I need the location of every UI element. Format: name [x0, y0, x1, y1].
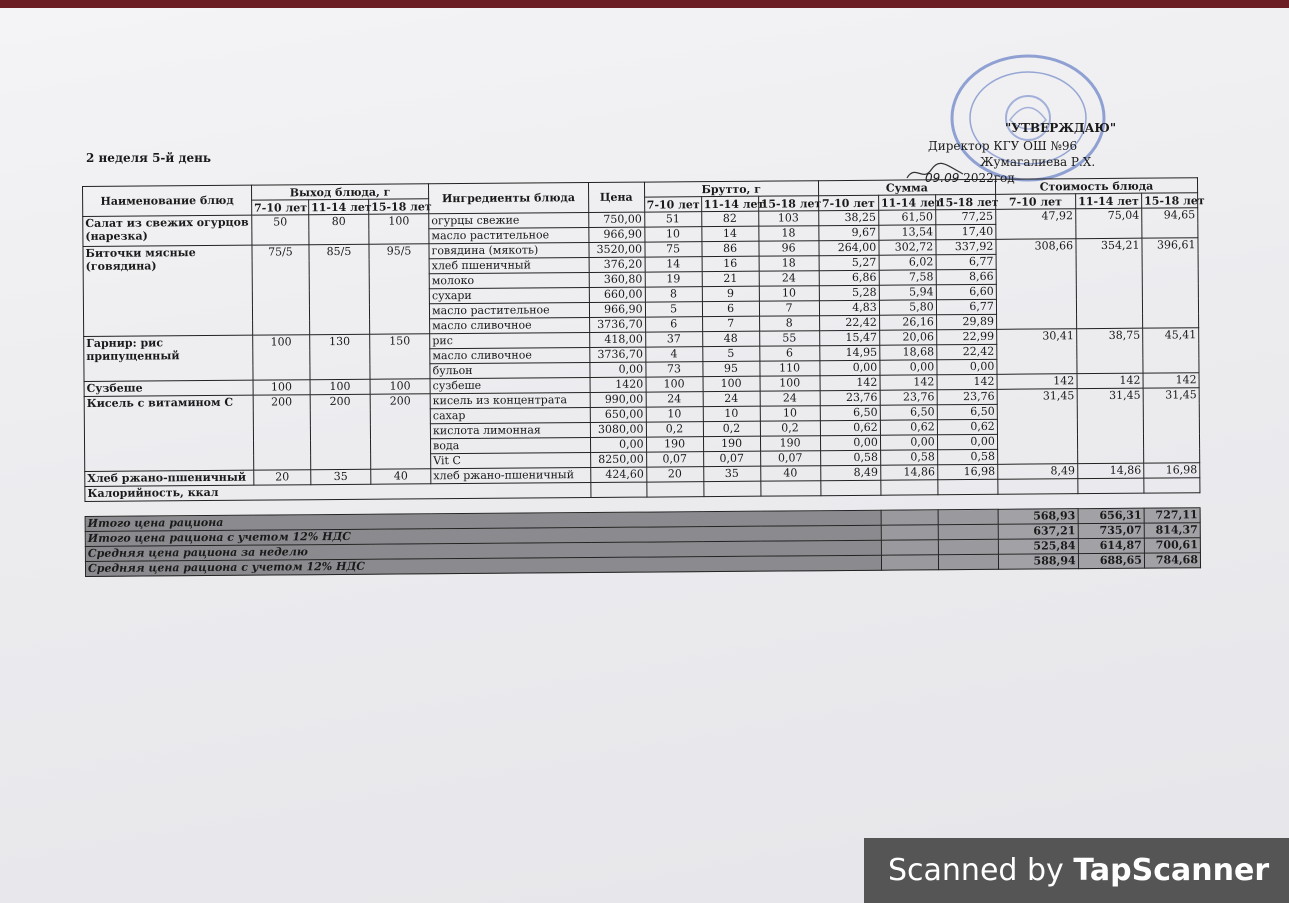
ingredient-name: сузбеше: [430, 378, 590, 394]
calories-cell: [938, 479, 998, 494]
ingredient-name: хлеб пшеничный: [429, 258, 589, 274]
gross-value: 40: [760, 466, 820, 481]
ingredient-name: масло растительное: [429, 228, 589, 244]
cost-value: 142: [1077, 373, 1143, 389]
sum-value: 142: [820, 375, 880, 390]
cost-value: 47,92: [996, 209, 1076, 240]
yield-value: 20: [254, 470, 311, 485]
sum-value: 6,77: [936, 299, 996, 314]
summary-value: 637,21: [998, 524, 1078, 540]
summary-value: 727,11: [1144, 508, 1200, 523]
gross-value: 10: [646, 407, 703, 422]
cost-value: 38,75: [1076, 328, 1143, 374]
header-age-cost-2: 11-14 лет: [1075, 193, 1141, 209]
price-value: 424,60: [590, 467, 646, 482]
gross-value: 82: [701, 211, 758, 226]
yield-value: 100: [253, 380, 310, 395]
sum-value: 0,00: [880, 360, 937, 375]
summary-blank: [938, 554, 998, 569]
yield-value: 35: [311, 469, 371, 484]
sum-value: 13,54: [879, 225, 936, 240]
scanner-watermark: [864, 838, 1289, 903]
gross-value: 95: [702, 361, 759, 376]
sum-value: 15,47: [819, 330, 879, 345]
price-value: 3520,00: [589, 242, 645, 257]
gross-value: 73: [645, 362, 702, 377]
gross-value: 20: [646, 467, 703, 482]
gross-value: 190: [703, 436, 760, 451]
header-age-yield-1: 7-10 лет: [252, 200, 309, 215]
gross-value: 14: [701, 226, 758, 241]
gross-value: 48: [702, 331, 759, 346]
yield-value: 40: [371, 469, 431, 484]
yield-value: 100: [370, 379, 430, 394]
gross-value: 14: [645, 257, 702, 272]
header-yield: Выход блюда, г: [251, 184, 428, 200]
sum-value: 23,76: [820, 390, 880, 405]
ingredient-name: говядина (мякоть): [429, 243, 589, 259]
sum-value: 22,42: [937, 344, 997, 359]
gross-value: 19: [645, 272, 702, 287]
price-value: 360,80: [589, 272, 645, 287]
watermark-prefix: Scanned by: [888, 853, 1074, 888]
calories-label: Калорийность, ккал: [85, 483, 591, 502]
sum-value: 0,62: [880, 420, 937, 435]
price-value: 0,00: [590, 362, 646, 377]
cost-value: 142: [1143, 373, 1199, 388]
ingredient-name: сухари: [429, 288, 589, 304]
yield-value: 130: [310, 334, 370, 379]
header-age-cost-1: 7-10 лет: [995, 194, 1075, 210]
header-cost: Стоимость блюда: [995, 178, 1197, 195]
price-value: 966,90: [589, 302, 645, 317]
cost-value: 16,98: [1144, 463, 1200, 478]
gross-value: 0,07: [760, 451, 820, 466]
cost-value: 31,45: [1143, 388, 1200, 463]
gross-value: 18: [758, 226, 818, 241]
ingredient-name: огурцы свежие: [429, 213, 589, 229]
sum-value: 22,99: [936, 329, 996, 344]
sum-value: 9,67: [819, 225, 879, 240]
cost-value: 142: [997, 374, 1077, 390]
yield-value: 100: [369, 214, 429, 244]
sum-value: 0,62: [820, 420, 880, 435]
ingredient-name: масло сливочное: [430, 348, 590, 364]
gross-value: 6: [759, 346, 819, 361]
gross-value: 100: [646, 377, 703, 392]
summary-blank: [938, 539, 998, 554]
sum-value: 6,60: [936, 284, 996, 299]
gross-value: 10: [760, 406, 820, 421]
sum-value: 0,00: [937, 434, 997, 449]
summary-blank: [881, 510, 938, 525]
price-value: 8250,00: [590, 452, 646, 467]
sum-value: 0,00: [880, 435, 937, 450]
header-age-sum-2: 11-14 лет: [878, 195, 935, 210]
sum-value: 6,02: [879, 255, 936, 270]
gross-value: 96: [759, 241, 819, 256]
yield-value: 80: [309, 214, 369, 244]
sum-value: 0,00: [937, 359, 997, 374]
yield-value: 75/5: [252, 245, 310, 335]
header-ingredients: Ингредиенты блюда: [429, 183, 589, 214]
dish-name: Хлеб ржано-пшеничный: [85, 470, 254, 486]
ingredient-name: кисель из концентрата: [430, 393, 590, 409]
dish-name: Гарнир: рис припущенный: [84, 335, 253, 381]
cost-value: 31,45: [997, 389, 1077, 465]
header-age-gross-3: 15-18 лет: [758, 196, 818, 211]
yield-value: 200: [310, 394, 371, 469]
gross-value: 18: [759, 256, 819, 271]
cost-value: 31,45: [1077, 388, 1144, 464]
dish-name: Кисель с витамином С: [84, 395, 253, 471]
summary-value: 814,37: [1144, 523, 1200, 538]
page-heading: 2 неделя 5-й день: [86, 151, 212, 165]
summary-label: Итого цена рациона с учетом 12% НДС: [85, 525, 881, 546]
yield-value: 85/5: [309, 244, 370, 334]
sum-value: 8,49: [820, 465, 880, 480]
ingredient-name: масло растительное: [430, 303, 590, 319]
sum-value: 4,83: [819, 300, 879, 315]
summary-value: 700,61: [1144, 538, 1200, 553]
gross-value: 37: [645, 332, 702, 347]
sum-value: 0,62: [937, 419, 997, 434]
summary-label: Средняя цена рациона с учетом 12% НДС: [85, 555, 881, 576]
summary-value: 784,68: [1144, 553, 1200, 568]
gross-value: 16: [702, 256, 759, 271]
approval-title: "УТВЕРЖДАЮ": [1005, 121, 1117, 135]
header-age-sum-3: 15-18 лет: [935, 194, 995, 209]
summary-blank: [938, 509, 998, 524]
sum-value: 0,00: [820, 360, 880, 375]
calories-cell: [646, 482, 703, 497]
yield-value: 100: [310, 379, 370, 394]
price-value: 0,00: [590, 437, 646, 452]
header-age-cost-3: 15-18 лет: [1142, 193, 1198, 208]
gross-value: 0,2: [646, 422, 703, 437]
summary-blank: [938, 524, 998, 539]
header-sum: Сумма: [818, 179, 995, 195]
price-value: 3736,70: [589, 317, 645, 332]
sum-value: 142: [880, 375, 937, 390]
ingredient-name: кислота лимонная: [430, 423, 590, 439]
yield-value: 95/5: [369, 244, 430, 334]
gross-value: 0,07: [646, 452, 703, 467]
price-value: 3736,70: [589, 347, 645, 362]
gross-value: 0,07: [703, 451, 760, 466]
yield-value: 200: [253, 395, 311, 470]
header-price: Цена: [588, 182, 644, 212]
gross-value: 21: [702, 271, 759, 286]
ingredient-name: сахар: [430, 408, 590, 424]
sum-value: 77,25: [935, 209, 995, 224]
gross-value: 7: [759, 301, 819, 316]
header-age-gross-1: 7-10 лет: [644, 197, 701, 212]
summary-value: 568,93: [998, 509, 1078, 525]
dish-name: Биточки мясные (говядина): [83, 245, 253, 336]
summary-value: 588,94: [998, 554, 1078, 570]
price-value: 650,00: [590, 407, 646, 422]
sum-value: 0,58: [937, 449, 997, 464]
approval-year: 2022год: [963, 171, 1015, 185]
cost-value: 75,04: [1075, 208, 1142, 239]
price-value: 660,00: [589, 287, 645, 302]
gross-value: 190: [646, 437, 703, 452]
price-value: 3080,00: [590, 422, 646, 437]
ingredient-name: бульон: [430, 363, 590, 379]
gross-value: 55: [759, 331, 819, 346]
header-gross: Брутто, г: [644, 181, 818, 197]
sum-value: 22,42: [819, 315, 879, 330]
header-age-sum-1: 7-10 лет: [818, 195, 878, 210]
sum-value: 8,66: [936, 269, 996, 284]
gross-value: 51: [644, 212, 701, 227]
summary-label: Средняя цена рациона за неделю: [85, 540, 881, 561]
gross-value: 100: [703, 376, 760, 391]
price-value: 1420: [590, 377, 646, 392]
cost-value: 308,66: [996, 239, 1076, 330]
header-age-yield-2: 11-14 лет: [308, 199, 368, 214]
sum-value: 26,16: [879, 315, 936, 330]
gross-value: 0,2: [760, 421, 820, 436]
sum-value: 7,58: [879, 270, 936, 285]
yield-value: 100: [253, 335, 310, 380]
sum-value: 0,58: [820, 450, 880, 465]
header-dish: Наименование блюд: [83, 185, 252, 216]
price-value: 966,90: [588, 227, 644, 242]
summary-label: Итого цена рациона: [85, 510, 881, 531]
gross-value: 10: [759, 286, 819, 301]
gross-value: 24: [703, 391, 760, 406]
gross-value: 100: [760, 376, 820, 391]
calories-cell: [1144, 478, 1200, 493]
ingredient-name: молоко: [429, 273, 589, 289]
gross-value: 4: [645, 347, 702, 362]
sum-value: 264,00: [819, 240, 879, 255]
sum-value: 5,28: [819, 285, 879, 300]
dish-name: Сузбеше: [84, 380, 253, 396]
summary-blank: [881, 555, 938, 570]
sum-value: 20,06: [879, 330, 936, 345]
summary-value: 614,87: [1078, 538, 1144, 554]
cost-value: 354,21: [1076, 238, 1143, 329]
sum-value: 6,77: [936, 254, 996, 269]
gross-value: 5: [645, 302, 702, 317]
calories-cell: [998, 479, 1078, 495]
calories-cell: [590, 482, 646, 497]
gross-value: 6: [645, 317, 702, 332]
gross-value: 35: [703, 466, 760, 481]
ingredient-name: хлеб ржано-пшеничный: [431, 468, 591, 484]
sum-value: 302,72: [879, 240, 936, 255]
sum-value: 6,50: [820, 405, 880, 420]
price-value: 990,00: [590, 392, 646, 407]
sum-value: 23,76: [937, 389, 997, 404]
sum-value: 5,27: [819, 255, 879, 270]
gross-value: 75: [645, 242, 702, 257]
cost-value: 30,41: [997, 329, 1077, 375]
summary-value: 688,65: [1078, 553, 1144, 569]
gross-value: 10: [703, 406, 760, 421]
sum-value: 29,89: [936, 314, 996, 329]
sum-value: 0,00: [820, 435, 880, 450]
yield-value: 150: [370, 334, 430, 379]
gross-value: 110: [759, 361, 819, 376]
gross-value: 8: [645, 287, 702, 302]
cost-value: 396,61: [1142, 238, 1199, 328]
watermark-brand: TapScanner: [1073, 853, 1270, 888]
calories-cell: [821, 480, 881, 495]
gross-value: 8: [759, 316, 819, 331]
cost-value: 8,49: [998, 464, 1078, 480]
price-value: 750,00: [588, 212, 644, 227]
sum-value: 18,68: [880, 345, 937, 360]
gross-value: 10: [644, 227, 701, 242]
menu-table: [82, 177, 1205, 577]
handwritten-date: 09.09: [925, 171, 960, 185]
sum-value: 142: [937, 374, 997, 389]
sum-value: 16,98: [937, 464, 997, 479]
summary-value: 656,31: [1078, 508, 1144, 524]
ingredient-name: Vit C: [431, 453, 591, 469]
sum-value: 38,25: [818, 210, 878, 225]
cost-value: 45,41: [1143, 328, 1199, 373]
sum-value: 61,50: [878, 210, 935, 225]
gross-value: 9: [702, 286, 759, 301]
sum-value: 6,50: [937, 404, 997, 419]
sum-value: 6,50: [880, 405, 937, 420]
sum-value: 23,76: [880, 390, 937, 405]
ingredient-name: рис: [430, 333, 590, 349]
gross-value: 7: [702, 316, 759, 331]
cost-value: 14,86: [1077, 463, 1143, 479]
approval-name: Жумагалиева Р.Х.: [980, 155, 1096, 169]
summary-blank: [881, 540, 938, 555]
summary-value: 735,07: [1078, 523, 1144, 539]
sum-value: 5,80: [879, 300, 936, 315]
gross-value: 103: [758, 211, 818, 226]
summary-value: 525,84: [998, 539, 1078, 555]
ingredient-name: вода: [431, 438, 591, 454]
approval-director: Директор КГУ ОШ №96: [928, 139, 1078, 153]
sum-value: 337,92: [936, 239, 996, 254]
price-value: 376,20: [589, 257, 645, 272]
gross-value: 24: [759, 271, 819, 286]
calories-cell: [760, 481, 820, 496]
ingredient-name: масло сливочное: [430, 318, 590, 334]
gross-value: 190: [760, 436, 820, 451]
sum-value: 14,86: [880, 465, 937, 480]
gross-value: 86: [702, 241, 759, 256]
price-value: 418,00: [589, 332, 645, 347]
dish-name: Салат из свежих огурцов (нарезка): [83, 215, 252, 246]
sum-value: 17,40: [936, 224, 996, 239]
calories-cell: [1077, 478, 1143, 494]
header-age-gross-2: 11-14 лет: [701, 196, 758, 211]
sum-value: 5,94: [879, 285, 936, 300]
header-age-yield-3: 15-18 лет: [369, 199, 429, 214]
gross-value: 6: [702, 301, 759, 316]
gross-value: 0,2: [703, 421, 760, 436]
calories-cell: [881, 480, 938, 495]
calories-cell: [703, 481, 760, 496]
yield-value: 200: [370, 394, 431, 469]
sum-value: 6,86: [819, 270, 879, 285]
sum-value: 0,58: [880, 450, 937, 465]
gross-value: 5: [702, 346, 759, 361]
gross-value: 24: [760, 391, 820, 406]
yield-value: 50: [252, 215, 309, 245]
cost-value: 94,65: [1142, 208, 1198, 238]
gross-value: 24: [646, 392, 703, 407]
summary-blank: [881, 525, 938, 540]
sum-value: 14,95: [819, 345, 879, 360]
